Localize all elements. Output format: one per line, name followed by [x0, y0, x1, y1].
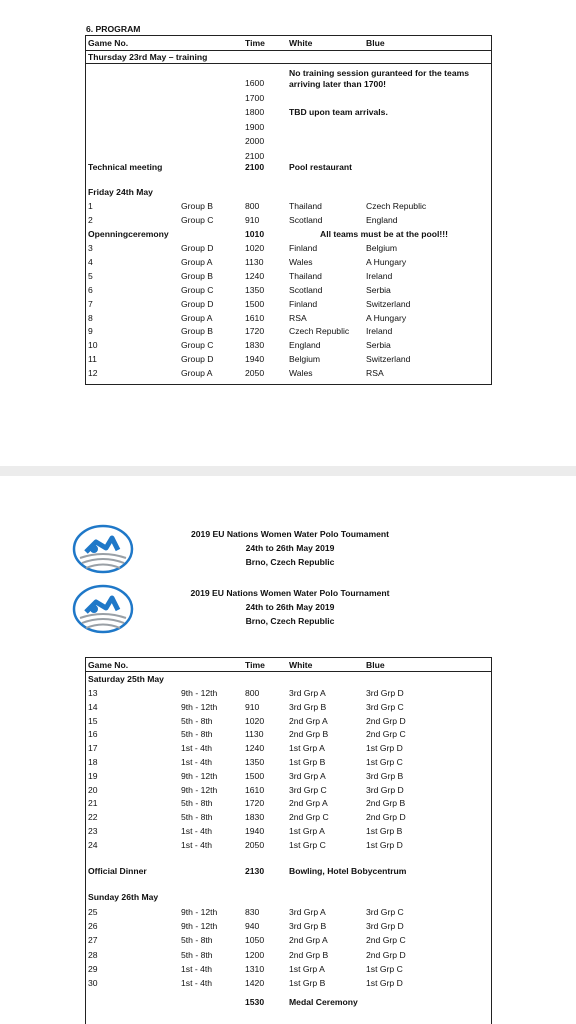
- game-time: 910: [245, 214, 260, 225]
- team-blue: 2nd Grp D: [366, 949, 406, 960]
- header-time: Time: [245, 660, 265, 670]
- game-number: 23: [88, 826, 98, 836]
- game-time: 1240: [245, 270, 265, 281]
- team-white: 2nd Grp B: [289, 949, 329, 960]
- game-number: 12: [88, 368, 98, 379]
- game-time: 830: [245, 907, 260, 917]
- game-stage: 9th - 12th: [181, 921, 218, 932]
- technical-meeting-time: 2100: [245, 162, 265, 172]
- team-white: Finland: [289, 243, 318, 253]
- team-white: 1st Grp A: [289, 743, 325, 754]
- opening-ceremony-label: Openningceremony: [88, 229, 169, 239]
- team-white: England: [289, 340, 321, 351]
- game-time: 1310: [245, 963, 265, 974]
- game-time: 800: [245, 201, 260, 211]
- game-time: 2050: [245, 839, 265, 850]
- game-time: 1500: [245, 770, 265, 781]
- game-number: 17: [88, 743, 98, 754]
- team-blue: Ireland: [366, 270, 393, 281]
- game-group: Group D: [181, 298, 214, 309]
- team-white: 2nd Grp A: [289, 715, 328, 726]
- official-dinner-time: 2130: [245, 866, 265, 876]
- team-white: Wales: [289, 256, 313, 267]
- team-blue: 3rd Grp B: [366, 770, 404, 781]
- team-blue: 1st Grp D: [366, 978, 403, 988]
- team-blue: Switzerland: [366, 298, 411, 309]
- game-number: 11: [88, 354, 97, 365]
- game-stage: 5th - 8th: [181, 949, 213, 960]
- team-blue: 1st Grp D: [366, 839, 403, 850]
- team-white: Thailand: [289, 270, 322, 281]
- game-time: 1420: [245, 978, 265, 988]
- document-page-1: [0, 0, 576, 466]
- team-white: Scotland: [289, 214, 323, 225]
- team-blue: 1st Grp C: [366, 963, 403, 974]
- thursday-label: Thursday 23rd May – training: [88, 52, 208, 62]
- game-number: 3: [88, 243, 93, 253]
- game-stage: 1st - 4th: [181, 963, 213, 974]
- team-blue: 3rd Grp D: [366, 688, 404, 698]
- team-white: Finland: [289, 298, 318, 309]
- game-number: 25: [88, 907, 98, 917]
- team-blue: RSA: [366, 368, 384, 379]
- game-time: 1830: [245, 340, 265, 351]
- medal-ceremony-time: 1530: [245, 997, 265, 1007]
- game-group: Group C: [181, 340, 214, 351]
- game-group: Group B: [181, 326, 214, 337]
- game-time: 1610: [245, 784, 265, 795]
- opening-ceremony-time: 1010: [245, 229, 265, 239]
- tournament-dates: 24th to 26th May 2019: [245, 543, 335, 553]
- team-white: 1st Grp B: [289, 978, 326, 988]
- game-time: 1050: [245, 935, 265, 946]
- training-time: 1600: [245, 78, 265, 88]
- team-blue: 3rd Grp C: [366, 701, 404, 712]
- team-white: 3rd Grp A: [289, 907, 326, 917]
- training-note-2: TBD upon team arrivals.: [289, 107, 388, 117]
- game-time: 1350: [245, 757, 265, 767]
- game-time: 1350: [245, 284, 265, 295]
- game-stage: 1st - 4th: [181, 839, 213, 850]
- game-number: 16: [88, 729, 98, 740]
- tournament-place: Brno, Czech Republic: [245, 557, 335, 567]
- team-blue: 1st Grp D: [366, 743, 403, 754]
- game-time: 1940: [245, 354, 265, 365]
- team-blue: 3rd Grp C: [366, 907, 404, 917]
- team-blue: 1st Grp C: [366, 757, 403, 767]
- technical-meeting-label: Technical meeting: [88, 162, 163, 172]
- team-blue: Serbia: [366, 284, 391, 295]
- header-blue: Blue: [366, 660, 385, 670]
- game-time: 910: [245, 701, 260, 712]
- team-white: 2nd Grp B: [289, 729, 329, 740]
- team-blue: A Hungary: [366, 256, 407, 267]
- tournament-title: 2019 EU Nations Women Water Polo Tournament: [190, 588, 390, 598]
- document-page-2: [0, 476, 576, 1024]
- team-white: Scotland: [289, 284, 323, 295]
- game-group: Group A: [181, 312, 213, 323]
- team-blue: 2nd Grp D: [366, 812, 406, 823]
- team-white: 3rd Grp B: [289, 921, 327, 932]
- game-group: Group A: [181, 256, 213, 267]
- game-time: 1940: [245, 826, 265, 836]
- team-blue: A Hungary: [366, 312, 407, 323]
- section-title: 6. PROGRAM: [86, 24, 141, 34]
- game-number: 22: [88, 812, 98, 823]
- official-dinner-place: Bowling, Hotel Bobycentrum: [289, 866, 407, 876]
- team-white: Belgium: [289, 354, 321, 365]
- game-number: 15: [88, 715, 98, 726]
- game-number: 13: [88, 688, 98, 698]
- game-stage: 9th - 12th: [181, 784, 218, 795]
- game-number: 4: [88, 256, 93, 267]
- game-stage: 1st - 4th: [181, 757, 213, 767]
- team-blue: 3rd Grp D: [366, 921, 404, 932]
- game-stage: 1st - 4th: [181, 743, 213, 754]
- game-number: 6: [88, 284, 93, 295]
- game-stage: 1st - 4th: [181, 978, 213, 988]
- training-time: 1900: [245, 121, 265, 132]
- game-number: 26: [88, 921, 98, 932]
- game-number: 21: [88, 798, 98, 809]
- team-white: 3rd Grp A: [289, 688, 326, 698]
- game-number: 9: [88, 326, 93, 337]
- game-number: 20: [88, 784, 98, 795]
- tournament-title: 2019 EU Nations Women Water Polo Toumament: [190, 529, 389, 539]
- team-blue: Czech Republic: [366, 201, 427, 211]
- team-white: 3rd Grp A: [289, 770, 326, 781]
- training-time: 2000: [245, 136, 265, 146]
- team-white: Czech Republic: [289, 326, 350, 337]
- tournament-dates: 24th to 26th May 2019: [245, 602, 335, 612]
- team-blue: 2nd Grp B: [366, 798, 406, 809]
- team-white: 1st Grp A: [289, 826, 325, 836]
- game-time: 1130: [245, 729, 264, 740]
- game-number: 7: [88, 298, 93, 309]
- team-white: 1st Grp C: [289, 839, 326, 850]
- game-number: 5: [88, 270, 93, 281]
- team-white: Thailand: [289, 201, 322, 211]
- game-stage: 9th - 12th: [181, 770, 218, 781]
- team-blue: England: [366, 214, 398, 225]
- game-number: 28: [88, 949, 98, 960]
- game-number: 29: [88, 963, 98, 974]
- game-number: 1: [88, 201, 93, 211]
- game-time: 1130: [245, 256, 264, 267]
- team-blue: 2nd Grp C: [366, 935, 406, 946]
- game-stage: 5th - 8th: [181, 812, 213, 823]
- training-note-1: No training session guranteed for the teams arriving later than 1700!: [289, 68, 470, 89]
- game-group: Group C: [181, 284, 214, 295]
- header-white: White: [289, 660, 313, 670]
- game-time: 1240: [245, 743, 265, 754]
- game-time: 800: [245, 688, 260, 698]
- medal-ceremony-label: Medal Ceremony: [289, 997, 358, 1007]
- team-blue: Ireland: [366, 326, 393, 337]
- game-group: Group C: [181, 214, 214, 225]
- team-blue: 2nd Grp D: [366, 715, 406, 726]
- game-time: 1020: [245, 243, 265, 253]
- game-time: 1500: [245, 298, 265, 309]
- sunday-label: Sunday 26th May: [88, 892, 159, 902]
- team-blue: 3rd Grp D: [366, 784, 404, 795]
- game-number: 2: [88, 214, 93, 225]
- training-time: 2100: [245, 150, 265, 161]
- swimmer-logo-icon: [72, 524, 134, 574]
- team-white: 2nd Grp A: [289, 798, 328, 809]
- team-blue: Belgium: [366, 243, 398, 253]
- team-white: 2nd Grp A: [289, 935, 328, 946]
- swimmer-logo-icon: [72, 584, 134, 634]
- game-group: Group A: [181, 368, 213, 379]
- game-group: Group D: [181, 354, 214, 365]
- game-number: 14: [88, 701, 98, 712]
- friday-label: Friday 24th May: [88, 187, 153, 197]
- game-group: Group B: [181, 270, 214, 281]
- game-time: 940: [245, 921, 260, 932]
- header-blue: Blue: [366, 38, 385, 48]
- team-white: 3rd Grp B: [289, 701, 327, 712]
- game-time: 1200: [245, 949, 265, 960]
- team-white: Wales: [289, 368, 313, 379]
- header-game-no: Game No.: [88, 660, 129, 670]
- header-time: Time: [245, 38, 265, 48]
- team-white: 1st Grp A: [289, 963, 325, 974]
- game-time: 1830: [245, 812, 265, 823]
- training-time: 1800: [245, 107, 265, 117]
- game-time: 1720: [245, 798, 265, 809]
- game-stage: 5th - 8th: [181, 935, 213, 946]
- game-number: 19: [88, 770, 98, 781]
- header-white: White: [289, 38, 313, 48]
- team-white: 2nd Grp C: [289, 812, 329, 823]
- team-white: 1st Grp B: [289, 757, 326, 767]
- game-number: 8: [88, 312, 93, 323]
- game-number: 24: [88, 839, 98, 850]
- game-stage: 5th - 8th: [181, 798, 213, 809]
- opening-ceremony-note: All teams must be at the pool!!!: [320, 229, 448, 239]
- saturday-label: Saturday 25th May: [88, 674, 164, 684]
- team-white: RSA: [289, 312, 307, 323]
- game-number: 30: [88, 978, 98, 988]
- team-blue: 1st Grp B: [366, 826, 403, 836]
- game-time: 1610: [245, 312, 265, 323]
- game-stage: 9th - 12th: [181, 688, 218, 698]
- game-stage: 9th - 12th: [181, 907, 218, 917]
- team-blue: 2nd Grp C: [366, 729, 406, 740]
- official-dinner-label: Official Dinner: [88, 866, 147, 876]
- team-blue: Serbia: [366, 340, 391, 351]
- game-stage: 1st - 4th: [181, 826, 213, 836]
- team-white: 3rd Grp C: [289, 784, 327, 795]
- game-stage: 5th - 8th: [181, 715, 213, 726]
- technical-meeting-place: Pool restaurant: [289, 162, 353, 172]
- game-stage: 5th - 8th: [181, 729, 213, 740]
- game-number: 27: [88, 935, 98, 946]
- game-number: 18: [88, 757, 98, 767]
- game-time: 1020: [245, 715, 265, 726]
- training-time: 1700: [245, 92, 265, 103]
- game-group: Group D: [181, 243, 214, 253]
- tournament-place: Brno, Czech Republic: [245, 616, 335, 626]
- game-time: 1720: [245, 326, 265, 337]
- team-blue: Switzerland: [366, 354, 411, 365]
- game-group: Group B: [181, 201, 214, 211]
- game-stage: 9th - 12th: [181, 701, 218, 712]
- game-number: 10: [88, 340, 98, 351]
- game-time: 2050: [245, 368, 265, 379]
- header-game-no: Game No.: [88, 38, 129, 48]
